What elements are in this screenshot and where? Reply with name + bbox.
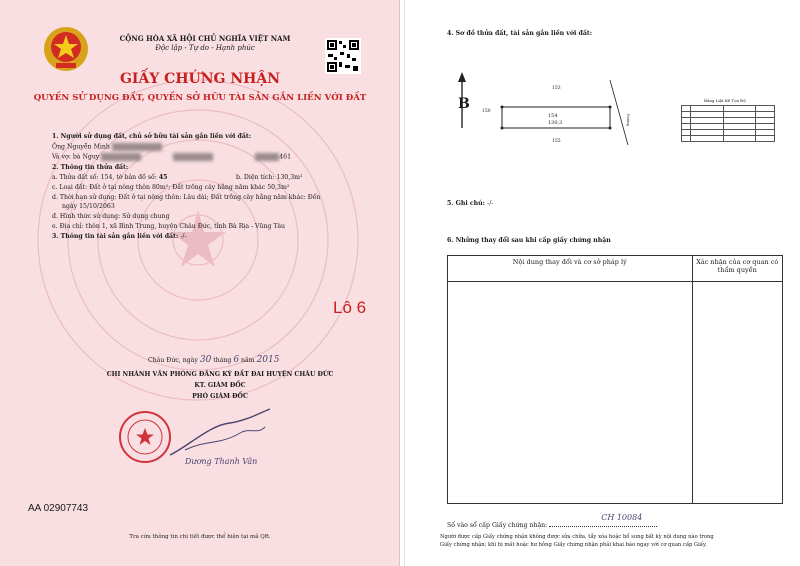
usage-term-date: ngày 15/10/2063 <box>62 203 115 210</box>
qr-lookup-note: Tra cứu thông tin chi tiết được thể hiện tại mã QR. <box>129 534 271 540</box>
lot-label: Lô 6 <box>333 298 367 317</box>
section-4-title: 4. Sơ đồ thửa đất, tài sản gắn liền với đất: <box>447 30 592 37</box>
dimension-top: 153 <box>552 86 561 91</box>
certificate-serial: AA 02907743 <box>28 503 89 514</box>
issuing-office: CHI NHÁNH VĂN PHÒNG ĐĂNG KÝ ĐẤT ĐAI HUYỆN CHÂU ĐỨC <box>106 371 334 378</box>
changes-content-cell <box>448 282 693 504</box>
national-title: CỘNG HÒA XÃ HỘI CHỦ NGHĨA VIỆT NAM <box>119 34 291 43</box>
coordinate-table-title: Bảng Liệt Kê Tọa Độ <box>704 98 746 103</box>
land-type-line: c. Loại đất: Đất ở tại nông thôn 80m²; Đất trồng cây hằng năm khác 50,3m² <box>52 184 290 191</box>
spouse-line: Và vợ: bà Nguy 461 <box>52 153 292 161</box>
national-motto: Độc lập - Tự do - Hạnh phúc <box>155 44 255 52</box>
parcel-line: a. Thửa đất số: 154, tờ bản đồ số: 45 <box>52 174 168 181</box>
dimension-bottom: 155 <box>552 139 561 144</box>
parcel-area-label: 130,3 <box>548 120 563 126</box>
owner-line: Ông Nguyễn Minh <box>52 143 162 151</box>
official-seal <box>118 410 172 464</box>
changes-header-content: Nội dung thay đổi và cơ sở pháp lý <box>448 256 693 282</box>
changes-header-confirm: Xác nhận của cơ quan có thẩm quyền <box>692 256 782 282</box>
certificate-subtitle: QUYỀN SỬ DỤNG ĐẤT, QUYỀN SỞ HỮU TÀI SẢN GẮN LIỀN VỚI ĐẤT <box>33 93 367 103</box>
footnote-line-2: Giấy chứng nhận; khi bị mất hoặc hư hỏng Giấy chứng nhận phải khai báo ngay với cơ quan cấp Giấy. <box>440 542 707 548</box>
certificate-title: GIẤY CHỨNG NHẬN <box>119 71 281 87</box>
north-arrow-label: B <box>458 96 470 112</box>
usage-term-line: d. Thời hạn sử dụng: Đất ở tại nông thôn: Lâu dài; Đất trồng cây hằng năm khác: Đến <box>52 194 321 201</box>
changes-confirm-cell <box>692 282 782 504</box>
footnote-line-1: Người được cấp Giấy chứng nhận không được sửa chữa, tẩy xóa hoặc bổ sung bất kỳ nội dung nào trong <box>440 534 714 540</box>
qr-code <box>325 38 361 74</box>
coordinate-table <box>681 105 775 142</box>
road-label: Đường <box>625 114 630 126</box>
section-5-title: 5. Ghi chú: -/- <box>447 200 494 207</box>
section-6-title: 6. Những thay đổi sau khi cấp giấy chứng nhận <box>447 237 611 244</box>
signer-name: Dương Thanh Vân <box>185 457 258 466</box>
usage-form-line: đ. Hình thức sử dụng: Sử dụng chung <box>52 213 170 220</box>
dimension-left: 150 <box>482 109 491 114</box>
area-line: b. Diện tích: 130,3m² <box>236 174 303 181</box>
changes-table <box>447 255 783 504</box>
section-1-title: 1. Người sử dụng đất, chủ sở hữu tài sản gắn liền với đất: <box>52 133 252 140</box>
registry-line: Số vào sổ cấp Giấy chứng nhận: CH 10084 <box>447 519 657 529</box>
kt-director: KT. GIÁM ĐỐC <box>194 382 246 389</box>
drum-pattern-watermark <box>28 60 368 420</box>
deputy-director: PHÓ GIÁM ĐỐC <box>192 393 248 400</box>
signature <box>165 405 275 465</box>
section-3-title: 3. Thông tin tài sản gắn liền với đất: -/- <box>52 233 187 240</box>
national-emblem <box>42 25 90 73</box>
section-2-title: 2. Thông tin thửa đất: <box>52 164 129 171</box>
registry-value: CH 10084 <box>601 513 643 522</box>
issue-date: Châu Đức, ngày 30 tháng 6 năm 2015 <box>148 355 280 365</box>
parcel-number-label: 154 <box>548 113 558 119</box>
address-line: e. Địa chỉ: thôn 1, xã Bình Trung, huyện Châu Đức, tỉnh Bà Rịa - Vũng Tàu <box>52 223 286 230</box>
